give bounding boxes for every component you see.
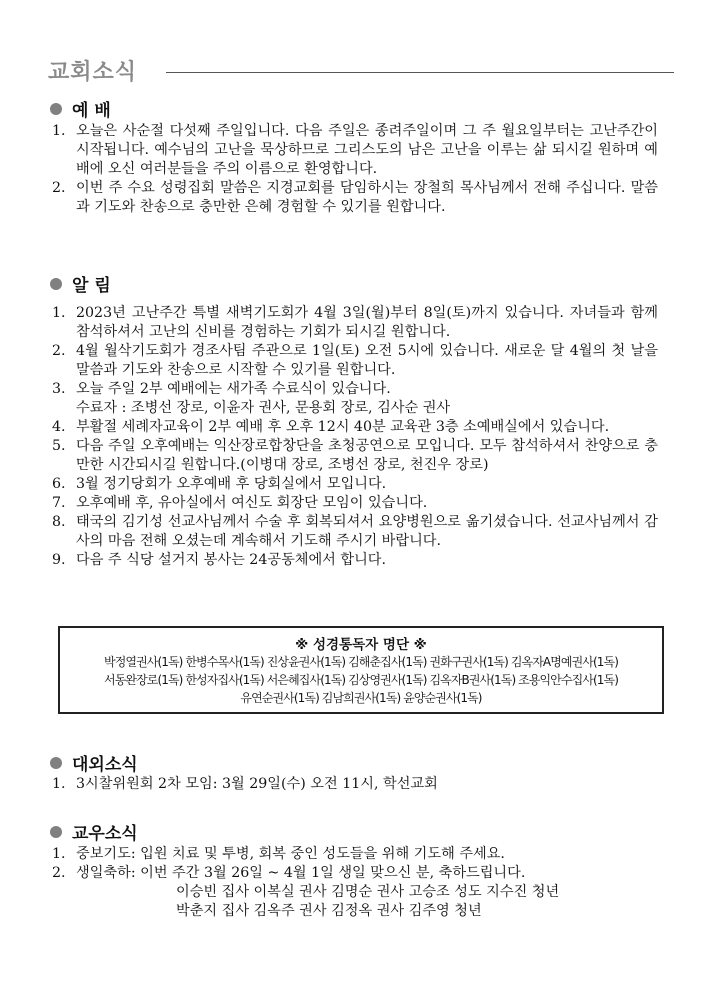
item-text: 4월 월삭기도회가 경조사팀 주관으로 1일(토) 오전 5시에 있습니다. 새로운 달 4월의 첫 날을 말씀과 기도와 찬송으로 시작할 수 있기를 원합니다.: [76, 343, 658, 378]
item-number: 1.: [52, 123, 66, 139]
section-members-heading: [50, 819, 138, 844]
list-item: [52, 775, 658, 794]
bible-reading-roster: [58, 626, 664, 714]
list-item: [52, 418, 658, 437]
roster-line: 박정열권사(1독) 한병수목사(1독) 진상윤권사(1독) 김해춘집사(1독) 권화구권사(1독) 김옥자A명예권사(1독): [104, 655, 618, 669]
item-number: 5.: [52, 438, 66, 454]
item-text: 3월 정기당회가 오후예배 후 당회실에서 모입니다.: [76, 476, 387, 492]
roster-line: 유연순권사(1독) 김남희권사(1독) 윤양순권사(1독): [240, 691, 482, 705]
item-number: 2.: [52, 865, 66, 881]
item-number: 7.: [52, 495, 66, 511]
page-title: 교회소식: [48, 59, 138, 85]
circle-bullet-icon: [50, 103, 62, 115]
item-number: 1.: [52, 776, 66, 792]
notices-list: [52, 304, 658, 570]
circle-bullet-icon: [50, 826, 62, 838]
item-text: 생일축하: 이번 주간 3월 26일 ~ 4월 1일 생일 맞으신 분, 축하드립니다.: [76, 865, 526, 881]
graduates-list: 수료자 : 조병선 장로, 이윤자 권사, 문용회 장로, 김사순 권사: [76, 400, 451, 416]
item-number: 6.: [52, 476, 66, 492]
item-text: 오후예배 후, 유아실에서 여신도 회장단 모임이 있습니다.: [76, 495, 428, 511]
list-item: [52, 494, 658, 513]
item-number: 2.: [52, 343, 66, 359]
list-item: [52, 513, 658, 551]
external-list: [52, 775, 658, 794]
item-text: 부활절 세례자교육이 2부 예배 후 오후 12시 40분 교육관 3층 소예배실에서 있습니다.: [76, 419, 610, 435]
birthday-names-line: 이승빈 집사 이복실 권사 김명순 권사 고승조 성도 지수진 청년: [176, 884, 560, 900]
item-text: 오늘은 사순절 다섯째 주일입니다. 다음 주일은 종려주일이며 그 주 월요일부터는 고난주간이 시작됩니다. 예수님의 고난을 묵상하므로 그리스도의 남은 고난을 이루는 삶 되시길 원하며 예배에 오신 여러분들을 주의 이름으로 환영합니다.: [76, 123, 658, 177]
section-worship-heading: [50, 96, 111, 121]
roster-line: 서동완장로(1독) 한성자집사(1독) 서은혜집사(1독) 김상영권사(1독) 김옥자B권사(1독) 조용익안수집사(1독): [104, 673, 618, 687]
item-number: 1.: [52, 305, 66, 321]
list-item: [52, 437, 658, 475]
item-text: 다음 주일 오후예배는 익산장로합창단을 초청공연으로 모입니다. 모두 참석하셔서 찬양으로 충만한 시간되시길 원합니다.(이병대 장로, 조병선 장로, 천진우 장로): [76, 438, 658, 473]
item-text: 태국의 김기성 선교사님께서 수술 후 회복되셔서 요양병원으로 옮기셨습니다. 선교사님께서 감사의 마음 전해 오셨는데 계속해서 기도해 주시기 바랍니다.: [76, 514, 658, 549]
item-text: 2023년 고난주간 특별 새벽기도회가 4월 3일(월)부터 8일(토)까지 있습니다. 자녀들과 함께 참석하셔서 고난의 신비를 경험하는 기회가 되시길 원합니다.: [76, 305, 658, 340]
title-divider: [166, 72, 674, 73]
item-text: 중보기도: 입원 치료 및 투병, 회복 중인 성도들을 위해 기도해 주세요.: [76, 846, 505, 862]
section-title: 알 림: [72, 276, 111, 296]
item-number: 8.: [52, 514, 66, 530]
list-item: [52, 122, 658, 179]
circle-bullet-icon: [50, 278, 62, 290]
item-number: 9.: [52, 552, 66, 568]
item-text: 다음 주 식당 설거지 봉사는 24공동체에서 합니다.: [76, 552, 387, 568]
section-title: 대외소식: [72, 755, 138, 775]
list-item: [52, 304, 658, 342]
roster-title: ※ 성경통독자 명단 ※: [295, 637, 427, 653]
item-text: 3시찰위원회 2차 모임: 3월 29일(수) 오전 11시, 학선교회: [76, 776, 438, 792]
birthday-names-line: 박춘지 집사 김옥주 권사 김정옥 권사 김주영 청년: [176, 903, 482, 919]
item-text: 이번 주 수요 성령집회 말씀은 지경교회를 담임하시는 장철희 목사님께서 전해 주십니다. 말씀과 기도와 찬송으로 충만한 은혜 경험할 수 있기를 원합니다.: [76, 180, 658, 215]
list-item: [52, 475, 658, 494]
members-list: [52, 845, 658, 921]
item-number: 1.: [52, 846, 66, 862]
item-number: 3.: [52, 381, 66, 397]
section-title: 교우소식: [72, 824, 138, 844]
list-item: [52, 864, 658, 921]
section-notices-heading: [50, 271, 111, 296]
worship-list: [52, 122, 658, 217]
list-item: [52, 380, 658, 418]
item-number: 4.: [52, 419, 66, 435]
list-item: [52, 179, 658, 217]
item-text: 오늘 주일 2부 예배에는 새가족 수료식이 있습니다.: [76, 381, 391, 397]
item-number: 2.: [52, 180, 66, 196]
list-item: [52, 845, 658, 864]
circle-bullet-icon: [50, 757, 62, 769]
list-item: [52, 342, 658, 380]
list-item: [52, 551, 658, 570]
section-title: 예 배: [72, 101, 111, 121]
section-external-heading: [50, 750, 138, 775]
